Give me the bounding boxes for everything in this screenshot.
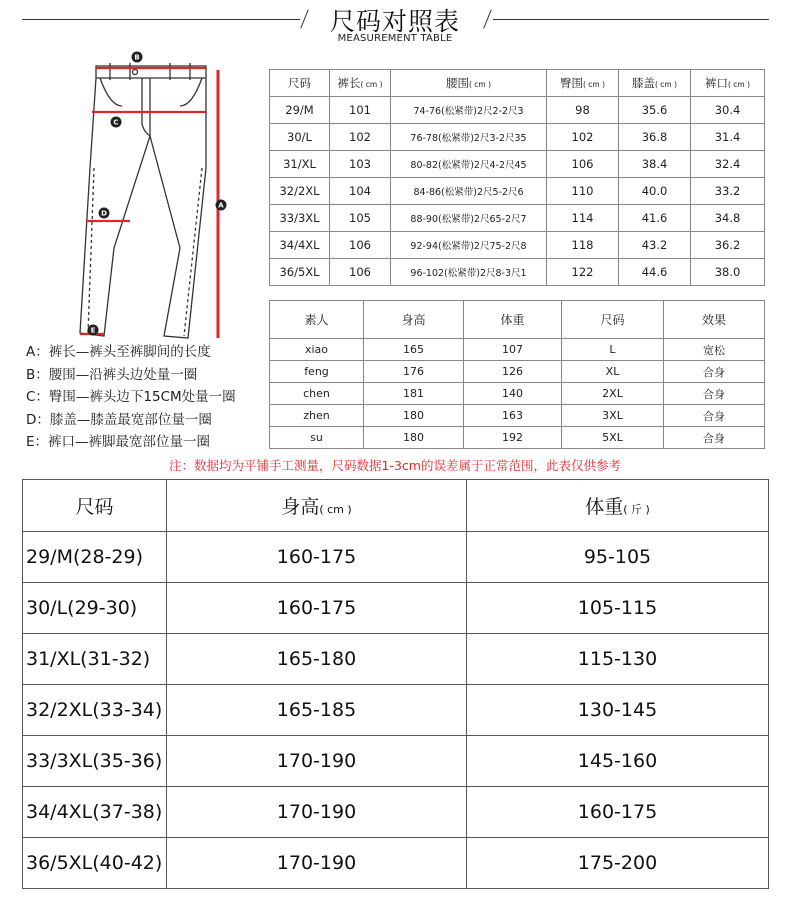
table-cell: 36/5XL — [270, 259, 330, 286]
table-cell: 宽松 — [664, 339, 765, 361]
table-cell: 29/M(28-29) — [23, 532, 167, 583]
table-cell: 合身 — [664, 383, 765, 405]
header-cell: 膝盖( cm ) — [619, 70, 691, 97]
table-cell: 31/XL(31-32) — [23, 634, 167, 685]
table-cell: 84-86(松紧带)2尺5-2尺6 — [391, 178, 547, 205]
table-cell: 80-82(松紧带)2尺4-2尺45 — [391, 151, 547, 178]
table-cell: xiao — [270, 339, 364, 361]
table-row — [23, 532, 769, 583]
svg-text:A: A — [218, 201, 224, 210]
table-cell: chen — [270, 383, 364, 405]
table-row — [270, 232, 765, 259]
table-cell: 180 — [364, 405, 464, 427]
header-cell: 体重( 斤 ) — [467, 480, 769, 532]
svg-text:B: B — [134, 53, 140, 62]
table-cell: 160-175 — [167, 532, 467, 583]
table-cell: 2XL — [562, 383, 664, 405]
table-cell: 3XL — [562, 405, 664, 427]
table-cell: 95-105 — [467, 532, 769, 583]
pants-outline — [80, 63, 206, 338]
table-cell: zhen — [270, 405, 364, 427]
table-cell: 30/L(29-30) — [23, 583, 167, 634]
table-row — [270, 383, 765, 405]
table-cell: 105 — [330, 205, 391, 232]
table-cell: 30.4 — [691, 97, 765, 124]
table-cell: 122 — [547, 259, 619, 286]
marker-b — [132, 52, 143, 63]
table-cell: feng — [270, 361, 364, 383]
table-cell: 118 — [547, 232, 619, 259]
table-cell: 38.0 — [691, 259, 765, 286]
table-cell: 102 — [330, 124, 391, 151]
table-cell: 合身 — [664, 361, 765, 383]
table-row — [270, 151, 765, 178]
table-cell: 106 — [547, 151, 619, 178]
table-cell: 76-78(松紧带)2尺3-2尺35 — [391, 124, 547, 151]
table-cell: 32/2XL — [270, 178, 330, 205]
table-row — [23, 736, 769, 787]
table-cell: 175-200 — [467, 838, 769, 889]
table-cell: 163 — [464, 405, 562, 427]
legend-item-d: D：膝盖—膝盖最宽部位量一圈 — [26, 411, 212, 428]
table-cell: 103 — [330, 151, 391, 178]
header-cell: 体重 — [464, 301, 562, 339]
table-cell: L — [562, 339, 664, 361]
table-row — [23, 838, 769, 889]
table-cell: 33/3XL(35-36) — [23, 736, 167, 787]
table-cell: 110 — [547, 178, 619, 205]
header-rule-right — [493, 19, 769, 20]
table-cell: 合身 — [664, 405, 765, 427]
svg-text:C: C — [113, 118, 119, 127]
table-cell: 165 — [364, 339, 464, 361]
table-cell: 34/4XL(37-38) — [23, 787, 167, 838]
height-weight-header-row — [23, 480, 769, 532]
table-row — [23, 634, 769, 685]
table-cell: 33/3XL — [270, 205, 330, 232]
table-cell: 34.8 — [691, 205, 765, 232]
size-spec-table — [269, 69, 765, 286]
table-row — [270, 361, 765, 383]
table-cell: 合身 — [664, 427, 765, 449]
table-cell: 160-175 — [167, 583, 467, 634]
table-cell: XL — [562, 361, 664, 383]
table-cell: 170-190 — [167, 736, 467, 787]
table-cell: 29/M — [270, 97, 330, 124]
header-cell: 臀围( cm ) — [547, 70, 619, 97]
page-title: 尺码对照表 — [329, 7, 460, 36]
table-cell: 33.2 — [691, 178, 765, 205]
marker-a — [216, 200, 227, 211]
table-cell: 34/4XL — [270, 232, 330, 259]
header — [0, 0, 790, 52]
header-cell: 尺码 — [270, 70, 330, 97]
header-cell: 身高 — [364, 301, 464, 339]
table-cell: 176 — [364, 361, 464, 383]
table-cell: 38.4 — [619, 151, 691, 178]
table-cell: 106 — [330, 259, 391, 286]
table-cell: 160-175 — [467, 787, 769, 838]
table-cell: 30/L — [270, 124, 330, 151]
size-spec-header-row — [270, 70, 765, 97]
table-cell: 36.8 — [619, 124, 691, 151]
height-weight-table — [22, 479, 769, 889]
legend-item-c: C：臀围—裤头边下15CM处量一圈 — [26, 389, 236, 405]
table-cell: 31.4 — [691, 124, 765, 151]
header-cell: 腰围( cm ) — [391, 70, 547, 97]
table-cell: 126 — [464, 361, 562, 383]
table-row — [23, 583, 769, 634]
table-cell: 96-102(松紧带)2尺8-3尺1 — [391, 259, 547, 286]
table-cell: 40.0 — [619, 178, 691, 205]
table-row — [270, 405, 765, 427]
header-cell: 尺码 — [562, 301, 664, 339]
table-row — [270, 178, 765, 205]
table-cell: 101 — [330, 97, 391, 124]
table-cell: 5XL — [562, 427, 664, 449]
header-cell: 裤口( cm ) — [691, 70, 765, 97]
table-cell: 104 — [330, 178, 391, 205]
table-cell: 44.6 — [619, 259, 691, 286]
header-cell: 素人 — [270, 301, 364, 339]
header-cell: 效果 — [664, 301, 765, 339]
table-cell: 31/XL — [270, 151, 330, 178]
page-subtitle: MEASUREMENT TABLE — [337, 33, 453, 44]
table-cell: 43.2 — [619, 232, 691, 259]
table-cell: 88-90(松紧带)2尺65-2尺7 — [391, 205, 547, 232]
table-row — [270, 339, 765, 361]
table-cell: 105-115 — [467, 583, 769, 634]
table-cell: 102 — [547, 124, 619, 151]
table-cell: 32/2XL(33-34) — [23, 685, 167, 736]
table-cell: 115-130 — [467, 634, 769, 685]
measurement-legend — [26, 341, 236, 454]
marker-d — [99, 208, 110, 219]
table-cell: 192 — [464, 427, 562, 449]
table-cell: 74-76(松紧带)2尺2-2尺3 — [391, 97, 547, 124]
table-cell: 107 — [464, 339, 562, 361]
table-row — [270, 259, 765, 286]
table-cell: 92-94(松紧带)2尺75-2尺8 — [391, 232, 547, 259]
table-row — [270, 97, 765, 124]
table-cell: 130-145 — [467, 685, 769, 736]
marker-c — [111, 117, 122, 128]
table-row — [23, 685, 769, 736]
table-cell: 181 — [364, 383, 464, 405]
table-cell: 165-180 — [167, 634, 467, 685]
table-cell: 41.6 — [619, 205, 691, 232]
table-cell: 114 — [547, 205, 619, 232]
table-row — [270, 205, 765, 232]
table-row — [270, 427, 765, 449]
model-fit-table — [269, 300, 765, 449]
disclaimer-note: 注：数据均为平铺手工测量，尺码数据1-3cm的误差属于正常范围，此表仅供参考 — [169, 458, 621, 473]
table-cell: 170-190 — [167, 838, 467, 889]
marker-e — [88, 325, 99, 336]
table-cell: su — [270, 427, 364, 449]
table-cell: 145-160 — [467, 736, 769, 787]
header-cell: 裤长( cm ) — [330, 70, 391, 97]
table-cell: 32.4 — [691, 151, 765, 178]
pants-diagram — [60, 48, 240, 348]
table-cell: 35.6 — [619, 97, 691, 124]
table-row — [23, 787, 769, 838]
table-cell: 170-190 — [167, 787, 467, 838]
table-cell: 98 — [547, 97, 619, 124]
table-cell: 36.2 — [691, 232, 765, 259]
svg-text:E: E — [90, 326, 96, 335]
header-cell: 身高( cm ) — [167, 480, 467, 532]
header-cell: 尺码 — [23, 480, 167, 532]
legend-item-a: A：裤长—裤头至裤脚间的长度 — [26, 344, 211, 360]
table-cell: 140 — [464, 383, 562, 405]
table-row — [270, 124, 765, 151]
legend-item-b: B：腰围—沿裤头边处量一圈 — [26, 366, 198, 383]
legend-item-e: E：裤口—裤脚最宽部位量一圈 — [26, 434, 211, 450]
table-cell: 36/5XL(40-42) — [23, 838, 167, 889]
svg-text:D: D — [101, 209, 107, 218]
model-fit-header-row — [270, 301, 765, 339]
table-cell: 106 — [330, 232, 391, 259]
table-cell: 180 — [364, 427, 464, 449]
table-cell: 165-185 — [167, 685, 467, 736]
